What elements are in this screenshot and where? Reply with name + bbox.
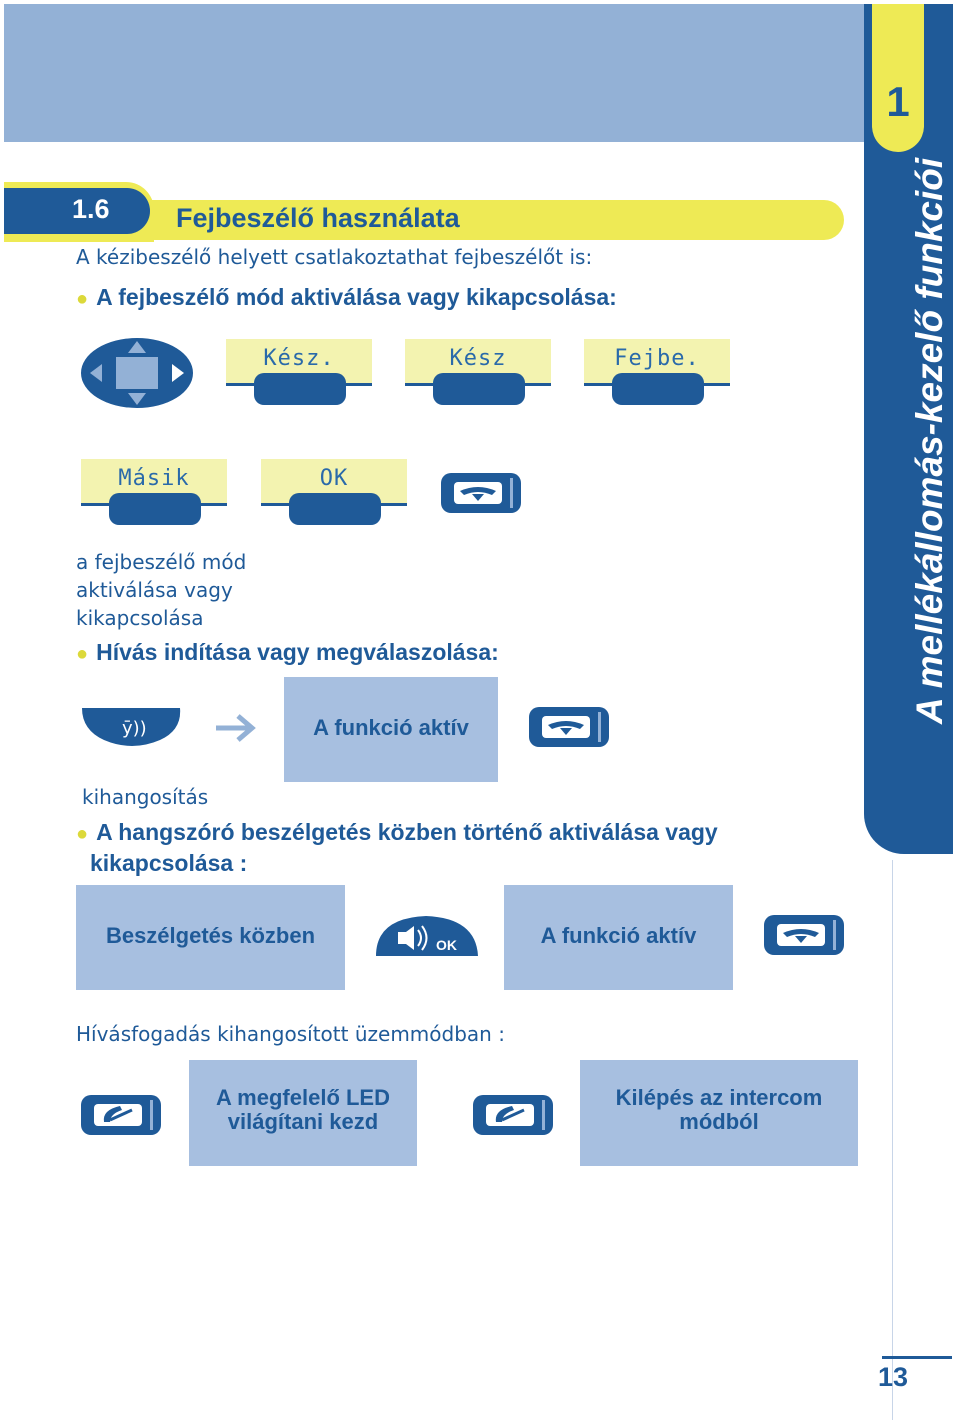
led-lights-box	[189, 1060, 417, 1166]
during-call-box	[76, 885, 345, 990]
bullet-dot: ●	[76, 823, 89, 845]
hangup-key-icon[interactable]	[440, 472, 522, 514]
softkey-kesz-dot[interactable]	[226, 339, 374, 409]
softkey-masik[interactable]	[81, 459, 229, 529]
exit-intercom-box	[580, 1060, 858, 1166]
box-label: Beszélgetés közben	[105, 923, 316, 948]
softkey-label: Fejbe.	[614, 346, 700, 371]
bullet-heading-headset	[76, 284, 617, 311]
speaker-key-label: OK	[436, 937, 457, 953]
bullet-heading-text-2: kikapcsolása :	[90, 850, 248, 876]
caption-headset-mode	[76, 548, 246, 632]
softkey-label: Kész	[449, 346, 507, 371]
bullet-heading-text: A fejbeszélő mód aktiválása vagy kikapcsolása:	[96, 284, 617, 310]
footer-rule	[882, 1356, 952, 1359]
bullet-heading-text: A hangszóró beszélgetés közben történő aktiválása vagy	[96, 819, 718, 845]
bullet-heading-speaker	[76, 818, 718, 878]
hangup-key-icon[interactable]	[528, 706, 610, 748]
offhook-key-icon[interactable]	[80, 1094, 162, 1136]
bullet-heading-call	[76, 639, 499, 666]
box-label-line: világítani kezd	[227, 1109, 379, 1134]
caption-line: aktiválása vagy	[76, 578, 233, 602]
margin-rule	[892, 860, 893, 1420]
page-number: 13	[878, 1362, 909, 1392]
box-label: A funkció aktív	[540, 923, 697, 948]
box-label-line: A megfelelő LED	[216, 1085, 390, 1110]
softkey-label: Másik	[118, 466, 190, 491]
navigator-key-icon[interactable]	[80, 337, 195, 409]
handsfree-heading: Hívásfogadás kihangosított üzemmódban :	[76, 1022, 505, 1046]
offhook-key-icon[interactable]	[472, 1094, 554, 1136]
function-active-box	[284, 677, 498, 782]
speaker-key-icon[interactable]	[374, 914, 480, 958]
softkey-label: Kész.	[263, 346, 335, 371]
box-label-line: Kilépés az intercom	[615, 1085, 823, 1110]
chapter-number: 1	[886, 78, 910, 125]
box-label-line: módból	[679, 1109, 759, 1134]
header-band	[4, 4, 870, 142]
softkey-fejbe[interactable]	[584, 339, 732, 409]
caption-line: a fejbeszélő mód	[76, 550, 247, 574]
bullet-dot: ●	[76, 643, 89, 665]
softkey-ok[interactable]	[261, 459, 409, 529]
caption-line: kikapcsolása	[76, 606, 204, 630]
section-title: Fejbeszélő használata	[176, 203, 460, 233]
softkey-kesz[interactable]	[405, 339, 553, 409]
handsfree-key-icon[interactable]	[80, 706, 184, 750]
intro-text: A kézibeszélő helyett csatlakoztathat fejbeszélőt is:	[76, 245, 593, 269]
function-active-box-2	[504, 885, 733, 990]
svg-text:ȳ)): ȳ))	[122, 718, 147, 739]
hangup-key-icon[interactable]	[763, 914, 845, 956]
bullet-dot: ●	[76, 288, 89, 310]
box-label: A funkció aktív	[313, 715, 469, 740]
section-number: 1.6	[72, 194, 110, 224]
arrow-right-icon	[212, 712, 258, 744]
caption-handsfree: kihangosítás	[82, 785, 209, 809]
softkey-label: OK	[319, 466, 349, 491]
chapter-title-vertical: A mellékállomás-kezelő funkciói	[909, 157, 950, 724]
bullet-heading-text: Hívás indítása vagy megválaszolása:	[96, 639, 499, 665]
